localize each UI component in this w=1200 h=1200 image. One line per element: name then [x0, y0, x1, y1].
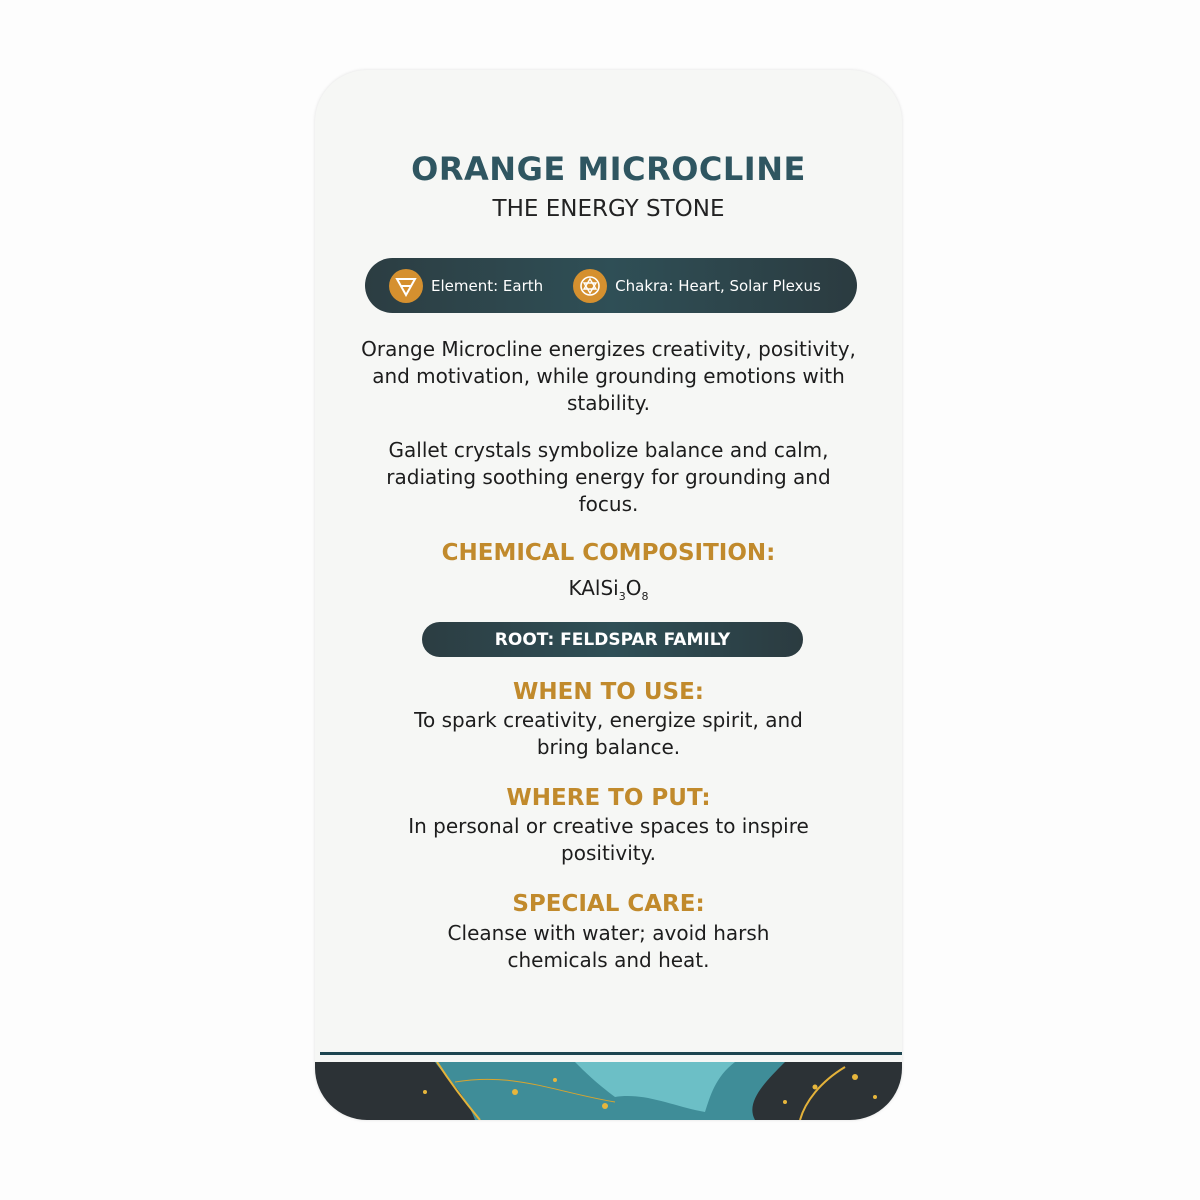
description-2: Gallet crystals symbolize balance and calm, radiating soothing energy for grounding and focus. — [386, 438, 831, 516]
attributes-pill — [365, 258, 857, 313]
element-label: Element: Earth — [431, 276, 544, 295]
chakra-label: Chakra: Heart, Solar Plexus — [615, 276, 821, 295]
where-text: In personal or creative spaces to inspire positivity. — [408, 814, 809, 865]
crystal-info-card — [315, 70, 902, 1120]
divider-line — [320, 1052, 902, 1055]
element-attribute — [389, 269, 543, 303]
formula-part: O — [625, 576, 642, 600]
formula-subscript: 8 — [641, 590, 649, 603]
when-text: To spark creativity, energize spirit, and bring balance. — [414, 708, 803, 759]
chakra-attribute — [573, 269, 821, 303]
chemical-formula — [315, 576, 902, 603]
root-pill — [422, 622, 803, 657]
formula-subscript: 3 — [618, 590, 626, 603]
formula-part: KAlSi — [568, 576, 619, 600]
when-heading: WHEN TO USE: — [513, 679, 704, 705]
card-subtitle: THE ENERGY STONE — [492, 196, 725, 222]
chakra-icon — [573, 269, 607, 303]
where-heading: WHERE TO PUT: — [506, 785, 711, 811]
earth-element-icon — [389, 269, 423, 303]
card-title: ORANGE MICROCLINE — [411, 150, 806, 188]
description-1: Orange Microcline energizes creativity, positivity, and motivation, while grounding emotions with stability. — [361, 337, 856, 415]
marble-decorative-band — [315, 1062, 902, 1120]
care-heading: SPECIAL CARE: — [512, 891, 705, 917]
root-label: ROOT: FELDSPAR FAMILY — [494, 629, 731, 650]
care-text: Cleanse with water; avoid harsh chemicals and heat. — [447, 921, 770, 972]
chemical-heading: CHEMICAL COMPOSITION: — [441, 540, 776, 566]
